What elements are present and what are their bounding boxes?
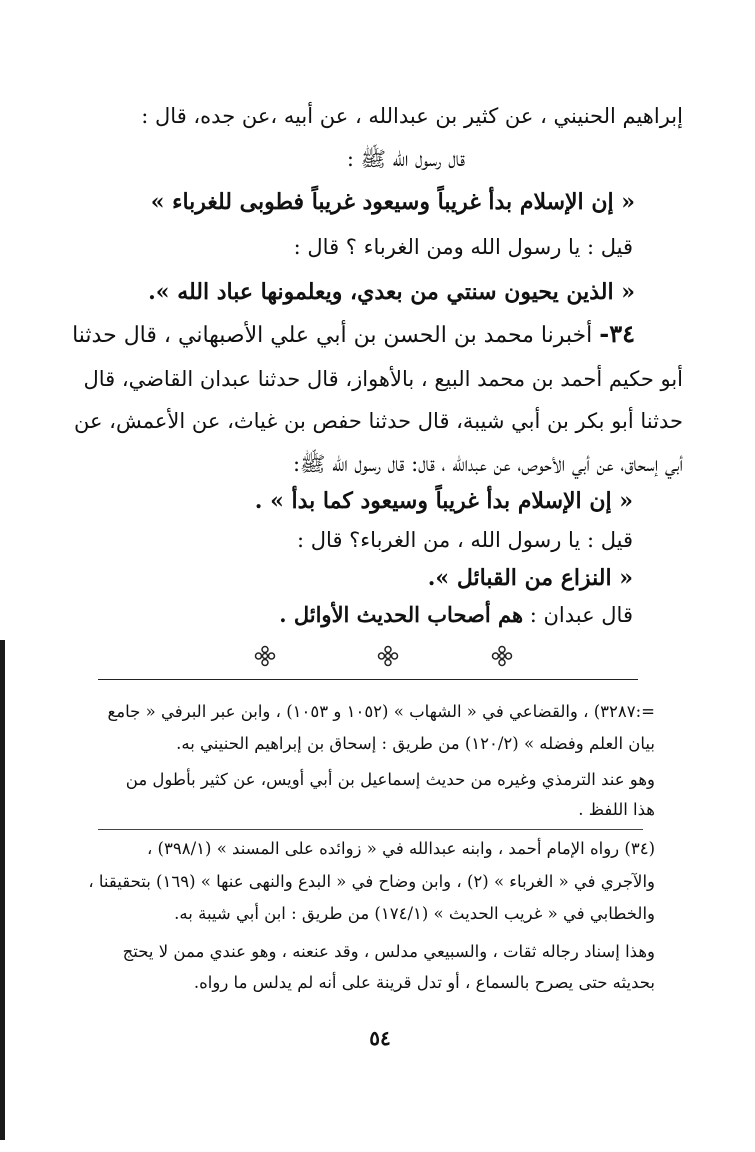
footnote-line-5: (٣٤) رواه الإمام أحمد ، وابنه عبدالله في « زوائده على المسند » (٣٩٨/١) ، bbox=[146, 839, 655, 858]
abdan-prefix: قال عبدان : bbox=[529, 603, 633, 627]
footnote-line-4: هذا اللفظ . bbox=[578, 800, 655, 819]
scan-edge-shadow bbox=[0, 640, 5, 1140]
page-number: ٥٤ bbox=[369, 1026, 391, 1050]
text-line-8: حدثنا أبو بكر بن أبي شيبة، قال حدثنا حفص بن غياث، عن الأعمش، عن bbox=[73, 409, 683, 433]
text-line-11: قيل : يا رسول الله ، من الغرباء؟ قال : bbox=[297, 528, 633, 552]
hadith-line-5: « الذين يحيون سنتي من بعدي، ويعلمونها عباد الله ». bbox=[148, 279, 635, 305]
footnote-line-6: والآجري في « الغرباء » (٢) ، وابن وضاح في « البدع والنهى عنها » (١٦٩) بتحقيقنا ، bbox=[88, 872, 655, 891]
text-line-13 bbox=[279, 600, 633, 630]
flower-ornament-icon bbox=[254, 645, 276, 667]
footnote-separator bbox=[98, 829, 643, 830]
entry-number-34: ٣٤- bbox=[599, 319, 635, 348]
footnote-divider bbox=[98, 679, 638, 680]
text-line-1: إبراهيم الحنيني ، عن كثير بن عبدالله ، عن أبيه ،عن جده، قال : bbox=[141, 104, 683, 128]
footnote-line-8: وهذا إسناد رجاله ثقات ، والسبيعي مدلس ، وقد عنعنه ، وهو عندي ممن لا يحتج bbox=[122, 942, 655, 961]
footnote-line-3: وهو عند الترمذي وغيره من حديث إسماعيل بن أبي أويس، عن كثير بأطول من bbox=[125, 770, 655, 789]
text-line-4: قيل : يا رسول الله ومن الغرباء ؟ قال : bbox=[293, 235, 633, 259]
flower-ornament-icon bbox=[377, 645, 399, 667]
hadith-line-3: « إن الإسلام بدأ غريباً وسيعود غريباً فطوبى للغرباء » bbox=[150, 189, 635, 215]
text-line-9: أبي إسحاق، عن أبي الأحوص، عن عبدالله ، قال: قال رسول الله ﷺ: bbox=[292, 452, 683, 476]
footnote-line-9: بحديثه حتى يصرح بالسماع ، أو تدل قرينة على أنه لم يدلس ما رواه. bbox=[193, 973, 655, 992]
hadith-line-12: « النزاع من القبائل ». bbox=[427, 565, 633, 591]
entry-34-intro: أخبرنا محمد بن الحسن بن أبي علي الأصبهاني ، قال حدثنا bbox=[72, 323, 593, 348]
text-line-6 bbox=[72, 319, 635, 351]
footnote-line-2: بيان العلم وفضله » (١٢٠/٢) من طريق : إسحاق بن إبراهيم الحنيني به. bbox=[176, 734, 655, 753]
hadith-line-10: « إن الإسلام بدأ غريباً وسيعود كما بدأ » . bbox=[254, 488, 633, 514]
text-line-2: قال رسول الله ﷺ : bbox=[346, 147, 465, 171]
text-line-7: أبو حكيم أحمد بن محمد البيع ، بالأهواز، قال حدثنا عبدان القاضي، قال bbox=[83, 367, 683, 391]
abdan-statement: هم أصحاب الحديث الأوائل . bbox=[279, 602, 524, 627]
flower-ornament-icon bbox=[491, 645, 513, 667]
footnote-line-1: =:٣٢٨٧) ، والقضاعي في « الشهاب » (١٠٥٢ و ١٠٥٣) ، وابن عبر البرفي « جامع bbox=[107, 702, 655, 721]
footnote-line-7: والخطابي في « غريب الحديث » (١٧٤/١) من طريق : ابن أبي شيبة به. bbox=[174, 904, 655, 923]
